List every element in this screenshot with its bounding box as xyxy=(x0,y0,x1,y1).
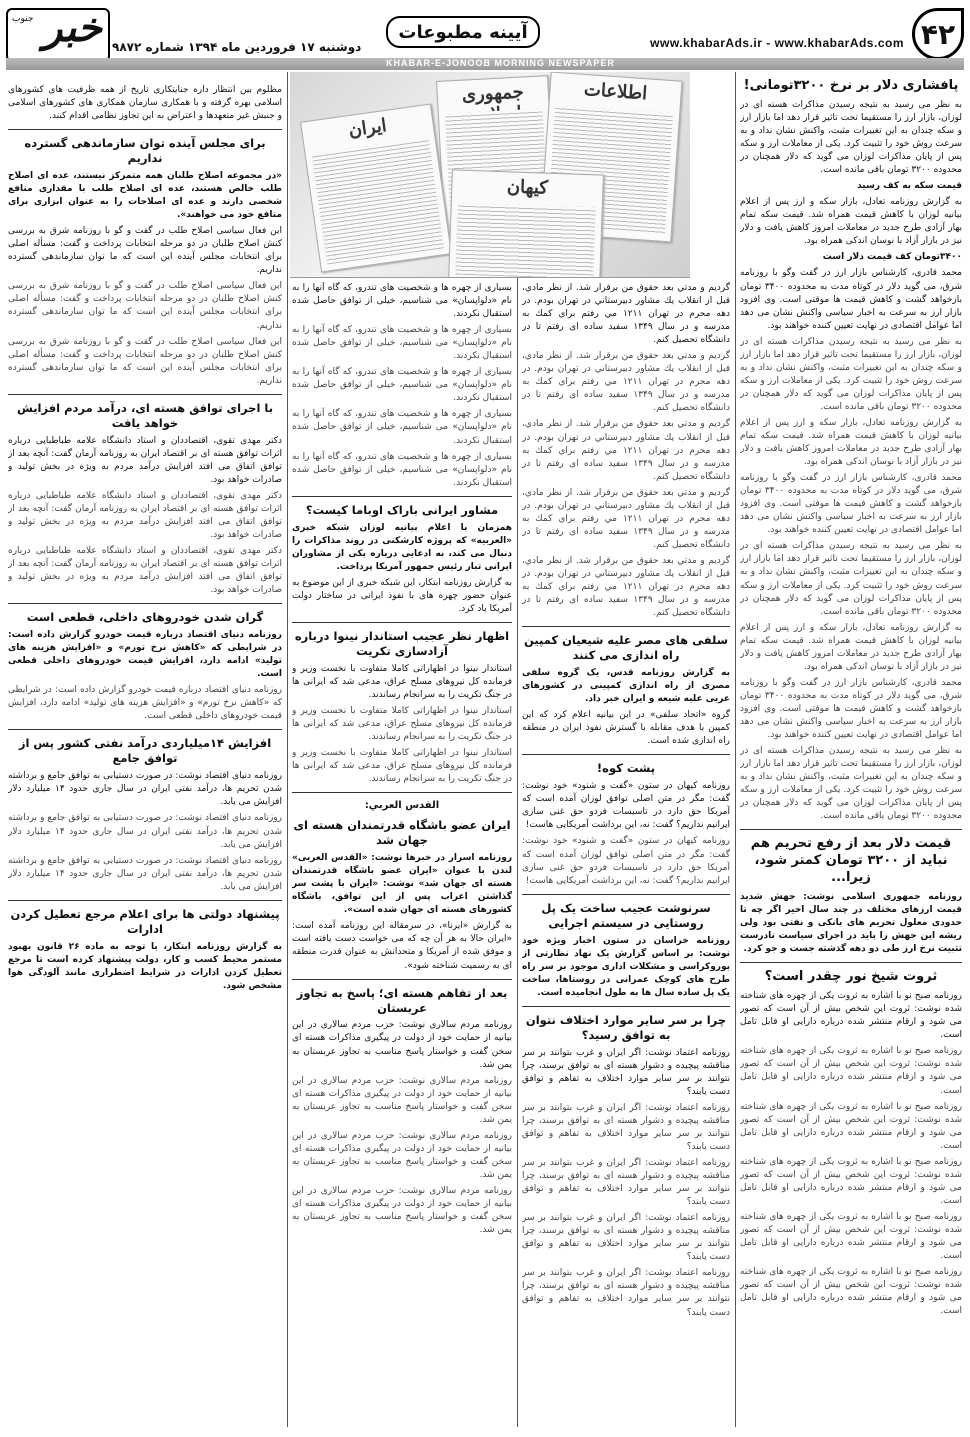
paragraph: گرديم و مدتي بعد حقوق من برقرار شد. از نظر مادي، قبل از انقلاب يك مشاور دبيرستاني در تهران بودم. در دهه محرم در تهران ۱۲۱۱ مي رفتم براي كمك به مدرسه و در سال ۱۳۴۹ سفيد ساده ای رفتم تا در دانشگاه تحصیل كنم. xyxy=(522,283,730,346)
paragraph: به گزارش روزنامه تعادل، بازار سکه و ارز پس از اعلام بیانیه لوزان با کاهش قیمت همراه شد. قیمت سکه تمام بهار آزادی طرح جدید در معاملات امروز کاهش یافت و دلار نیز در بازار آزاد با نوسان اندکی همراه بود. xyxy=(740,197,962,247)
headline: پافشاری دلار بر نرخ ۳۲۰۰تومانی! xyxy=(743,78,959,93)
paragraph: روزنامه کیهان در ستون «گفت و شنود» خود نوشت: گفت: مگر در متن اصلی توافق لوزان آمده است که آمریکا حق دارد در تاسیسات فردو حق غنی سازی ایرانیم نداریم؟ گفت: نه، این برداشت آمریکایی هاست! xyxy=(522,781,730,831)
paragraph: روزنامه صبح نو با اشاره به ثروت یکی از چهره های شناخته شده نوشت: ثروت این شخص بیش از آن است که تصور می شود و ارقام منتشر شده درباره دارایی او قابل تامل است. xyxy=(740,1046,962,1096)
article-body xyxy=(292,705,512,786)
headline: گران شدن خودروهای داخلی، قطعی است xyxy=(26,610,264,625)
logo-text: خبر xyxy=(43,8,102,51)
newspaper-masthead: اطلاعات xyxy=(583,78,648,105)
paragraph: روزنامه کیهان در ستون «گفت و شنود» خود نوشت: گفت: مگر در متن اصلی توافق لوزان آمده است که آمریکا حق دارد در تاسیسات فردو حق غنی سازی ایرانیم نداریم؟ گفت: نه، این برداشت آمریکایی هاست! xyxy=(522,836,730,886)
paragraph: محمد قادری، کارشناس بازار ارز در گفت وگو با روزنامه شرق، می گوید دلار در کوتاه مدت به محدوده ۳۴۰۰ تومان بازخواهد گشت و کاهش قیمت ها موقتی است. وی افزود بازار ارز به سرعت به اخبار سیاسی واکنش نشان می دهد اما عوامل اقتصادی در نهایت تعیین کننده خواهند بود. xyxy=(740,473,962,536)
newspaper-masthead: ایران xyxy=(347,115,388,142)
paragraph: به گزارش روزنامه ابتکار، این شبکه خبری از این موضوع به عنوان حضور چهره های با نفوذ ایرانی در ساختار دولت آمریکا یاد کرد. xyxy=(292,577,512,614)
column-divider xyxy=(735,72,736,1427)
paragraph: روزنامه دنیای اقتصاد درباره قیمت خودرو گزارش داده است: در شرایطی که «کاهش نرخ تورم» و «افزایش هزینه های تولید» ادامه دارد، افزایش قیمت خودروهای داخلی قطعی است. xyxy=(8,685,282,722)
paragraph: به گزارش «ایرنا»، در سرمقاله این روزنامه آمده است: «ایران حالا به هر آن چه که می خواست دست یافته است و موفق شده از آمریکا و متحدانش به عنوان قدرت منطقه ای به رسمیت شناخته شود». xyxy=(292,921,512,971)
article-body xyxy=(740,1045,962,1318)
headline: افزایش ۱۴میلیاردی درآمد نفتی کشور پس از توافق جامع xyxy=(18,736,272,766)
article-body xyxy=(522,1102,730,1320)
paragraph: استاندار نینوا در اظهاراتی کاملا متفاوت با نخست وزیر و فرمانده کل نیروهای مسلح عراق، مدعی شد که ایرانی ها در جنگ تکریت را به سرانجام رساندند. xyxy=(292,663,512,700)
paragraph: روزنامه صبح نو با اشاره به ثروت یکی از چهره های شناخته شده نوشت: ثروت این شخص بیش از آن است که تصور می شود و ارقام منتشر شده درباره دارایی او قابل تامل است. xyxy=(740,991,962,1041)
paragraph: روزنامه دنیای اقتصاد نوشت: در صورت دستیابی به توافق جامع و برداشته شدن تحریم ها، درآمد نفتی ایران در سال جاری حدود ۱۴ میلیارد دلار افزایش می یابد. xyxy=(8,813,282,850)
paragraph: روزنامه دنیای اقتصاد نوشت: در صورت دستیابی به توافق جامع و برداشته شدن تحریم ها، درآمد نفتی ایران در سال جاری حدود ۱۴ میلیارد دلار افزایش می یابد. xyxy=(8,855,282,892)
paragraph: به گزارش روزنامه ابتکار، با توجه به ماده ۲۶ قانون بهبود مستمر محیط کسب و کار، دولت پیشنهاد کرده است تا مرجع تعطیل کردن ادارات در شرایط اضطراری مانند آلودگی هوا مشخص شود. xyxy=(8,941,282,991)
page-number: ۴۲ xyxy=(912,8,964,60)
article-body xyxy=(8,280,282,387)
paragraph: گرديم و مدتي بعد حقوق من برقرار شد. از نظر مادي، قبل از انقلاب يك مشاور دبيرستاني در تهران بودم. در دهه محرم در تهران ۱۲۱۱ مي رفتم براي كمك به مدرسه و در سال ۱۳۴۹ سفيد ساده ای رفتم تا در دانشگاه تحصیل كنم. xyxy=(522,351,730,414)
newspaper-logo xyxy=(6,8,110,62)
paragraph: به نظر می رسید به نتیجه رسیدن مذاکرات هسته ای در لوزان، بازار ارز را مستقیما تحت تاثیر قرار دهد اما بازار ارز و سکه چندان به این تغییرات مثبت، واکنش نشان نداد و به سرعت روش خود را تثبیت کرد. یکی از معاملات ارز و سکه پس از پایان مذاکرات لوزان می گوید که دلار همچنان در محدوده ۳۲۰۰ تومان باقی مانده است. xyxy=(740,336,962,412)
newspaper-front xyxy=(300,104,452,273)
paragraph: روزنامه اعتماد نوشت: اگر ایران و غرب بتوانند بر سر مناقشه پیچیده و دشوار هسته ای به توافق برسند، چرا نتوانند بر سر سایر موارد اختلاف به تفاهم و توافق دست یابند؟ xyxy=(522,1268,730,1318)
website-link[interactable]: www.khabarAds.ir - www.khabarAds.com xyxy=(650,36,904,50)
paragraph: «در مجموعه اصلاح طلبان همه متمرکز نیستند، عده ای اصلاح طلب خالص هستند، عده ای اصلاح طلب با مقداری منافع شخصی دارند و عده ای اصلاحات را به عنوان ابزاری برای منافع خود می خواهند». xyxy=(8,171,282,221)
paragraph: روزنامه اعتماد نوشت: اگر ایران و غرب بتوانند بر سر مناقشه پیچیده و دشوار هسته ای به توافق برسند، چرا نتوانند بر سر سایر موارد اختلاف به تفاهم و توافق دست یابند؟ xyxy=(522,1158,730,1208)
newspaper-masthead: جمهوری xyxy=(461,81,525,106)
paragraph: محمد قادری، کارشناس بازار ارز در گفت وگو با روزنامه شرق، می گوید دلار در کوتاه مدت به محدوده ۳۴۰۰ تومان بازخواهد گشت و کاهش قیمت ها موقتی است. وی افزود بازار ارز به سرعت به اخبار سیاسی واکنش نشان می دهد اما عوامل اقتصادی در نهایت تعیین کننده خواهند بود. xyxy=(740,677,962,741)
paragraph: روزنامه صبح نو با اشاره به ثروت یکی از چهره های شناخته شده نوشت: ثروت این شخص بیش از آن است که تصور می شود و ارقام منتشر شده درباره دارایی او قابل تامل است. xyxy=(740,1156,962,1206)
paragraph: گروه «اتحاد سلفی» در این بیانیه اعلام کرد که این کمپین با هدف مقابله با گسترش نفوذ ایران در منطقه راه اندازی شده است. xyxy=(522,710,730,747)
article-body xyxy=(8,684,282,723)
paragraph: روزنامه صبح نو با اشاره به ثروت یکی از چهره های شناخته شده نوشت: ثروت این شخص بیش از آن است که تصور می شود و ارقام منتشر شده درباره دارایی او قابل تامل است. xyxy=(740,1211,962,1262)
article-body xyxy=(8,812,282,893)
headline: برای مجلس آینده توان سازماندهی گسترده نداریم xyxy=(24,136,266,166)
paragraph: به نظر می رسید به نتیجه رسیدن مذاکرات هسته ای در لوزان، بازار ارز را مستقیما تحت تاثیر قرار دهد اما بازار ارز و سکه چندان به این تغییرات مثبت، واکنش نشان نداد و به سرعت روش خود را تثبیت کرد. یکی از معاملات ارز و سکه پس از پایان مذاکرات لوزان می گوید که دلار همچنان در محدوده ۳۲۰۰ تومان باقی مانده است. xyxy=(740,746,962,822)
paragraph: بسیاری از چهره ها و شخصیت های تندرو، که گاه آنها را به نام «دلواپسان» می شناسیم، خیلی از توافق حاصل شده استقبال نکردند. xyxy=(292,367,512,404)
column-2 xyxy=(522,282,730,1427)
paragraph: روزنامه جمهوری اسلامی نوشت: جهش شدید قیمت ارزهای مختلف در چند سال اخیر اگر چه تا حدودی معلول تحریم های بانکی و نفتی بود ولی ریشه این جهش را باید در اجرای سیاست نادرست تثبیت نرخ ارز طی دو دهه گذشته جست و جو کرد. xyxy=(740,892,962,955)
logo-sub: جنوب xyxy=(12,14,34,24)
headline: سلفی های مصر علیه شیعیان کمپین راه اندازی می کنند xyxy=(523,633,729,663)
column-3 xyxy=(292,282,512,1427)
subheading: قیمت سکه به کف رسید xyxy=(857,181,962,192)
paragraph: دکتر مهدی تقوی، اقتصاددان و استاد دانشگاه علامه طباطبایی درباره اثرات توافق هسته ای بر اقتصاد ایران به روزنامه آرمان گفت: آنچه بعد از توافق اتفاق می افتد افزایش درآمد مردم به ویژه در بخش تولید و صادرات خواهد بود. xyxy=(8,490,282,540)
article-body xyxy=(522,350,730,620)
paragraph: روزنامه صبح نو با اشاره به ثروت یکی از چهره های شناخته شده نوشت: ثروت این شخص بیش از آن است که تصور می شود و ارقام منتشر شده درباره دارایی او قابل تامل است. xyxy=(740,1101,962,1151)
headline: ثروت شیخ نور چقدر است؟ xyxy=(764,969,938,985)
paragraph: به نظر می رسید به نتیجه رسیدن مذاکرات هسته ای در لوزان، بازار ارز را مستقیما تحت تاثیر قرار دهد اما بازار ارز و سکه چندان به این تغییرات مثبت، واکنش نشان نداد و به سرعت روش خود را تثبیت کرد. یکی از معاملات ارز و سکه پس از پایان مذاکرات لوزان می گوید که دلار همچنان در محدوده ۳۲۰۰ تومان باقی مانده است. xyxy=(740,99,962,176)
paragraph: روزنامه خراسان در ستون اخبار ویژه خود نوشت: بر اساس گزارش یک نهاد نظارتی از بوروکراسی و مشکلات اداری موجود بر سر راه طرح های کوچک عمرانی در روستاها، ساخت یک پل ساده سال ها به طول انجامیده است. xyxy=(522,935,730,998)
paragraph: این فعال سیاسی اصلاح طلب در گفت و گو با روزنامه شرق به بررسی کنش اصلاح طلبان در دو مرحله انتخابات پرداخت و گفت: مسأله اصلی برای انتخابات مجلس آینده این است که ما توان سازماندهی گسترده نداریم. xyxy=(8,336,282,386)
article-body xyxy=(8,490,282,597)
masthead-band xyxy=(6,58,964,70)
headline: سرنوشت عجیب ساخت یک پل روستایی در سیستم اجرایی xyxy=(541,900,711,930)
paragraph: این فعال سیاسی اصلاح طلب در گفت و گو با روزنامه شرق به بررسی کنش اصلاح طلبان در دو مرحله انتخابات پرداخت و گفت: مسأله اصلی برای انتخابات مجلس آینده این است که ما توان سازماندهی گسترده نداریم. xyxy=(8,281,282,331)
page-header xyxy=(6,8,964,58)
paragraph: همزمان با اعلام بیانیه لوزان شبکه خبری «العربیه» که پروژه کارشکنی در روند مذاکرات را دنبال می کند، به ادعایی درباره یکی از مشاوران ایرانی تبار رئیس جمهور آمریکا پرداخت. xyxy=(292,522,512,572)
paragraph: گرديم و مدتي بعد حقوق من برقرار شد. از نظر مادي، قبل از انقلاب يك مشاور دبيرستاني در تهران بودم. در دهه محرم در تهران ۱۲۱۱ مي رفتم براي كمك به مدرسه و در سال ۱۳۴۹ سفيد ساده ای رفتم تا در دانشگاه تحصیل كنم. xyxy=(522,555,730,619)
paragraph: روزنامه مردم سالاری نوشت: حزب مردم سالاری در این بیانیه از حمایت خود از دولت در پیگیری مذاکرات هسته ای سخن گفت و خواستار پاسخ مناسب به تجاوز عربستان به یمن شد. xyxy=(292,1186,512,1236)
article-body xyxy=(522,835,730,887)
paragraph: روزنامه مردم سالاری نوشت: حزب مردم سالاری در این بیانیه از حمایت خود از دولت در پیگیری مذاکرات هسته ای سخن گفت و خواستار پاسخ مناسب به تجاوز عربستان به یمن شد. xyxy=(292,1020,512,1070)
paragraph: به گزارش روزنامه قدس، یک گروه سلفی مصری از راه اندازی کمپینی در کشورهای عربی علیه شیعه و ایران خبر داد. xyxy=(522,668,730,705)
headline: اظهار نظر عجیب استاندار نینوا درباره آزادسازی تکریت xyxy=(294,628,510,658)
paragraph: روزنامه اعتماد نوشت: اگر ایران و غرب بتوانند بر سر مناقشه پیچیده و دشوار هسته ای به توافق برسند، چرا نتوانند بر سر سایر موارد اختلاف به تفاهم و توافق دست یابند؟ xyxy=(522,1213,730,1263)
newspaper-front xyxy=(448,169,604,278)
paragraph: روزنامه مردم سالاری نوشت: حزب مردم سالاری در این بیانیه از حمایت خود از دولت در پیگیری مذاکرات هسته ای سخن گفت و خواستار پاسخ مناسب به تجاوز عربستان به یمن شد. xyxy=(292,1075,512,1125)
column-4 xyxy=(8,84,282,1427)
paragraph: روزنامه صبح نو با اشاره به ثروت یکی از چهره های شناخته شده نوشت: ثروت این شخص بیش از آن است که تصور می شود و ارقام منتشر شده درباره دارایی او قابل تامل است. xyxy=(740,1267,962,1317)
paragraph: بسیاری از چهره ها و شخصیت های تندرو، که گاه آنها را به نام «دلواپسان» می شناسیم، خیلی از توافق حاصل شده استقبال نکردند. xyxy=(292,451,512,488)
headline: قیمت دلار بعد از رفع تحریم هم نباید از ۳۲۰۰ تومان کمتر شود، زیرا... xyxy=(750,836,952,886)
paragraph: روزنامه اعتماد نوشت: اگر ایران و غرب بتوانند بر سر مناقشه پیچیده و دشوار هسته ای به توافق برسند، چرا نتوانند بر سر سایر موارد اختلاف به تفاهم و توافق دست یابند؟ xyxy=(522,1047,730,1097)
article-body xyxy=(292,324,512,490)
paragraph: روزنامه مردم سالاری نوشت: حزب مردم سالاری در این بیانیه از حمایت خود از دولت در پیگیری مذاکرات هسته ای سخن گفت و خواستار پاسخ مناسب به تجاوز عربستان به یمن شد. xyxy=(292,1130,512,1180)
paragraph: این فعال سیاسی اصلاح طلب در گفت و گو با روزنامه شرق به بررسی کنش اصلاح طلبان در دو مرحله انتخابات پرداخت و گفت: مسأله اصلی برای انتخابات مجلس آینده این است که ما توان سازماندهی گسترده نداریم. xyxy=(8,226,282,276)
headline: مشاور ایرانی باراک اوباما کیست؟ xyxy=(305,502,499,517)
headline: پیشنهاد دولتی ها برای اعلام مرجع تعطیل کردن ادارات xyxy=(10,906,280,936)
paragraph: روزنامه اسرار در خبرها نوشت: «القدس العربی» لندن با عنوان «ایران عضو باشگاه قدرتمندان هسته ای جهان شد» نوشت: «ایران با پشت سر گذاشتن اعراب پس از این توافق، باشگاه کشورهای هسته ای جهان شده است». xyxy=(292,853,512,916)
paragraph: به گزارش روزنامه تعادل، بازار سکه و ارز پس از اعلام بیانیه لوزان با کاهش قیمت همراه شد. قیمت سکه تمام بهار آزادی طرح جدید در معاملات امروز کاهش یافت و دلار نیز در بازار آزاد با نوسان اندکی همراه بود. xyxy=(740,417,962,468)
paragraph: بسیاری از چهره ها و شخصیت های تندرو، که گاه آنها را به نام «دلواپسان» می شناسیم، خیلی از توافق حاصل شده استقبال نکردند. xyxy=(292,325,512,362)
paragraph: به گزارش روزنامه تعادل، بازار سکه و ارز پس از اعلام بیانیه لوزان با کاهش قیمت همراه شد. قیمت سکه تمام بهار آزادی طرح جدید در معاملات امروز کاهش یافت و دلار نیز در بازار آزاد با نوسان اندکی همراه بود. xyxy=(740,622,962,672)
section-title: آیینه مطبوعات xyxy=(386,16,540,48)
newspaper-masthead: کیهان xyxy=(506,176,549,199)
paragraph: بسیاری از چهره ها و شخصیت های تندرو، که گاه آنها را به نام «دلواپسان» می شناسیم، خیلی از توافق حاصل شده استقبال نکردند. xyxy=(292,283,512,320)
paragraph: استاندار نینوا در اظهاراتی کاملا متفاوت با نخست وزیر و فرمانده کل نیروهای مسلح عراق، مدعی شد که ایرانی ها در جنگ تکریت را به سرانجام رساندند. xyxy=(292,705,512,743)
column-1 xyxy=(740,72,962,1427)
headline: ایران عضو باشگاه قدرتمندان هسته ای جهان شد xyxy=(293,818,511,848)
paragraph: دکتر مهدی تقوی، اقتصاددان و استاد دانشگاه علامه طباطبایی درباره اثرات توافق هسته ای بر اقتصاد ایران به روزنامه آرمان گفت: آنچه بعد از توافق اتفاق می افتد افزایش درآمد مردم به ویژه در بخش تولید و صادرات خواهد بود. xyxy=(8,546,282,596)
paragraph: محمد قادری، کارشناس بازار ارز در گفت وگو با روزنامه شرق، می گوید دلار در کوتاه مدت به محدوده ۳۴۰۰ تومان بازخواهد گشت و کاهش قیمت ها موقتی است. وی افزود بازار ارز به سرعت به اخبار سیاسی واکنش نشان می دهد اما عوامل اقتصادی در نهایت تعیین کننده خواهند بود. xyxy=(740,268,962,331)
paragraph: گرديم و مدتي بعد حقوق من برقرار شد. از نظر مادي، قبل از انقلاب يك مشاور دبيرستاني در تهران بودم. در دهه محرم در تهران ۱۲۱۱ مي رفتم براي كمك به مدرسه و در سال ۱۳۴۹ سفيد ساده ای رفتم تا در دانشگاه تحصیل كنم. xyxy=(522,487,730,550)
kicker: القدس العربي: xyxy=(364,800,440,812)
dateline: دوشنبه ۱۷ فروردین ماه ۱۳۹۴ شماره ۹۸۷۲ xyxy=(112,40,362,54)
article-body xyxy=(292,1075,512,1238)
subheading: ۳۴۰۰تومان کف قیمت دلار است xyxy=(822,252,962,263)
paragraph: استاندار نینوا در اظهاراتی کاملا متفاوت با نخست وزیر و فرمانده کل نیروهای مسلح عراق، مدعی شد که ایرانی ها در جنگ تکریت را به سرانجام رساندند. xyxy=(292,748,512,785)
headline: بعد از تفاهم هسته ای؛ پاسخ به تجاوز عربستان xyxy=(296,985,508,1015)
band-text: KHABAR-E-JONOOB MORNING NEWSPAPER xyxy=(386,58,615,68)
headline: چرا بر سر سایر موارد اختلاف نتوان به توافق رسید؟ xyxy=(525,1012,727,1042)
paragraph: بسیاری از چهره ها و شخصیت های تندرو، که گاه آنها را به نام «دلواپسان» می شناسیم، خیلی از توافق حاصل شده استقبال نکردند. xyxy=(292,409,512,446)
newspapers-photo xyxy=(290,72,690,278)
column-divider xyxy=(287,72,288,1427)
paragraph: روزنامه اعتماد نوشت: اگر ایران و غرب بتوانند بر سر مناقشه پیچیده و دشوار هسته ای به توافق برسند، چرا نتوانند بر سر سایر موارد اختلاف به تفاهم و توافق دست یابند؟ xyxy=(522,1102,730,1152)
paragraph: گرديم و مدتي بعد حقوق من برقرار شد. از نظر مادي، قبل از انقلاب يك مشاور دبيرستاني در تهران بودم. در دهه محرم در تهران ۱۲۱۱ مي رفتم براي كمك به مدرسه و در سال ۱۳۴۹ سفيد ساده ای رفتم تا در دانشگاه تحصیل كنم. xyxy=(522,419,730,482)
paragraph: دکتر مهدی تقوی، اقتصاددان و استاد دانشگاه علامه طباطبایی درباره اثرات توافق هسته ای بر اقتصاد ایران به روزنامه آرمان گفت: آنچه بعد از توافق اتفاق می افتد افزایش درآمد مردم به ویژه در بخش تولید و صادرات خواهد بود. xyxy=(8,435,282,485)
paragraph: روزنامه دنیای اقتصاد نوشت: در صورت دستیابی به توافق جامع و برداشته شدن تحریم ها، درآمد نفتی ایران در سال جاری حدود ۱۴ میلیارد دلار افزایش می یابد. xyxy=(8,771,282,808)
paragraph: روزنامه دنیای اقتصاد درباره قیمت خودرو گزارش داده است: در شرایطی که «کاهش نرخ تورم» و «افزایش هزینه های تولید» ادامه دارد، افزایش قیمت خودروهای داخلی قطعی است. xyxy=(8,630,282,680)
headline: با اجرای توافق هسته ای، درآمد مردم افزایش خواهد یافت xyxy=(16,400,274,430)
paragraph: به نظر می رسید به نتیجه رسیدن مذاکرات هسته ای در لوزان، بازار ارز را مستقیما تحت تاثیر قرار دهد اما بازار ارز و سکه چندان به این تغییرات مثبت، واکنش نشان نداد و به سرعت روش خود را تثبیت کرد. یکی از معاملات ارز و سکه پس از پایان مذاکرات لوزان می گوید که دلار همچنان در محدوده ۳۲۰۰ تومان باقی مانده است. xyxy=(740,541,962,617)
headline: پشت کوه! xyxy=(596,761,656,776)
article-body xyxy=(740,336,962,824)
paragraph: مظلوم بین انتظار داره جنایتکاری تاریخ از همه ظرفیت های کشورهای اسلامی بهره گرفته و با همکاری سازمان همکاری های کشورهای اسلامی و جنبش غیر متعهدها و اعتراض به این تجاوز نظامی اقدام کنند. xyxy=(8,85,282,122)
